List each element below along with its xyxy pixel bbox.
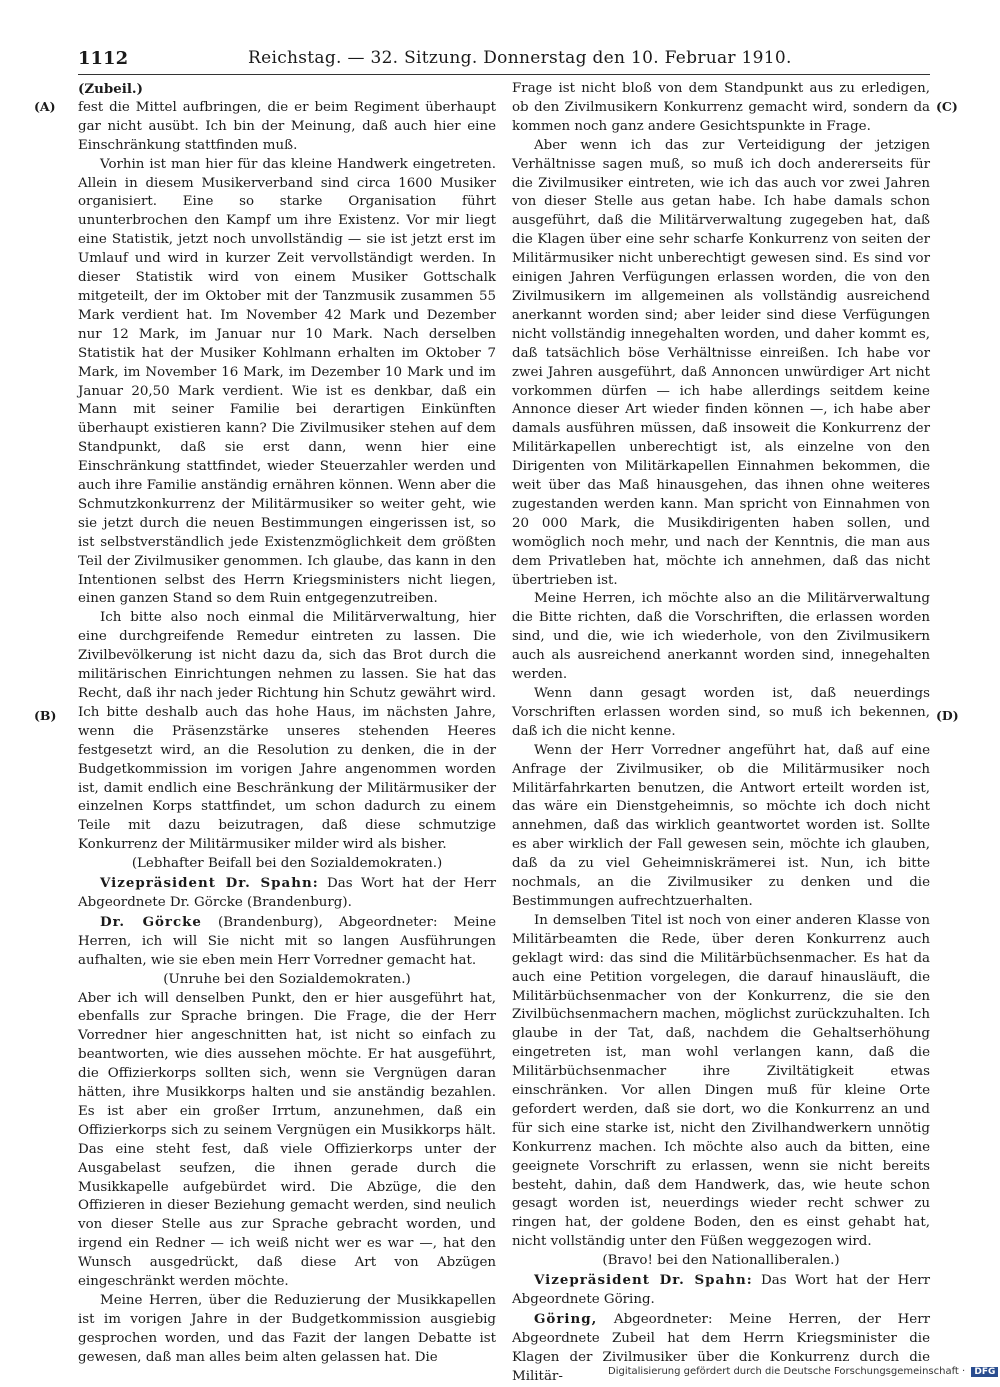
paragraph: Aber wenn ich das zur Verteidigung der jetzigen Verhältnisse sagen muß, so muß ich doch andererseits für die Zivilmusiker eintreten, wie ich das auch vor zwei Jahren von dieser Stelle aus getan habe. Ich habe damals schon ausgeführt, daß die Militärverwaltung zugegeben hat, daß die Klagen über eine sehr scharfe Konkurrenz von seiten der Militärmusiker nicht unberechtigt gewesen sind. Es sind vor einigen Jahren Verfügungen erlassen worden, die von den Zivilmusikern im allgemeinen als vollständig ausreichend anerkannt worden sind; aber leider sind diese Verfügungen nicht vollständig innegehalten worden, und daher kommt es, daß tatsächlich böse Verhältnisse einreißen. Ich habe vor zwei Jahren ausgeführt, daß Annoncen unwürdiger Art nicht vorkommen dürfen — ich habe allerdings seitdem keine Annonce dieser Art wieder finden können —, ich habe aber damals ausführen müssen, daß insoweit die Konkurrenz der Militärkapellen unberechtigt ist, als einzelne von den Dirigenten von Militärkapellen Einnahmen bekommen, die weit über das Maß hinausgehen, das ihnen ohne weiteres zugestanden werden kann. Man spricht von Einnahmen von 20 000 Mark, die Musikdirigenten haben sollen, und womöglich noch mehr, und nach der Kenntnis, die man aus dem Privatleben hat, möchte ich annehmen, daß das nicht übertrieben ist. xyxy=(512,137,930,588)
speaker-turn xyxy=(78,913,496,971)
speaker-text: Das Wort hat der Herr Abgeordnete Göring. xyxy=(512,1273,930,1307)
margin-marker-b: (B) xyxy=(34,708,57,723)
paragraph: Frage ist nicht bloß von dem Standpunkt aus zu erledigen, ob den Zivilmusikern Konkurrenz gemacht wird, sondern da kommen noch ganz andere Gesichtspunkte in Frage. xyxy=(512,81,930,134)
paragraph: fest die Mittel aufbringen, die er beim Regiment überhaupt gar nicht ausübt. Ich bin der Meinung, daß auch hier eine Einschränkung stattfinden muß. xyxy=(78,99,496,153)
page-header xyxy=(78,48,930,75)
credit-text: Digitalisierung gefördert durch die Deutsche Forschungsgemeinschaft · xyxy=(608,1366,966,1377)
speaker-text: (Brandenburg), Abgeordneter: Meine Herren, ich will Sie nicht mit so langen Ausführungen aufhalten, wie sie eben mein Herr Vorredner gemacht hat. xyxy=(78,914,496,968)
speaker-continuation-label: (Zubeil.) xyxy=(78,81,143,97)
paragraph: Meine Herren, über die Reduzierung der Musikkapellen ist im vorigen Jahre in der Budgetkommission ausgiebig gesprochen worden, und das Fazit der langen Debatte ist gewesen, daß man alles beim alten gelassen hat. Die xyxy=(78,1293,496,1365)
speaker-name: Vizepräsident Dr. Spahn: xyxy=(534,1272,753,1289)
paragraph: Wenn dann gesagt worden ist, daß neuerdings Vorschriften erlassen worden sind, so muß ich bekennen, daß ich die nicht kenne. xyxy=(512,686,930,739)
speaker-text: Abgeordneter: Meine Herren, der Herr Abgeordnete Zubeil hat dem Herrn Kriegsminister die Klagen der Zivilmusiker über die Konkurrenz durch die Militär- xyxy=(512,1311,930,1384)
stage-direction: (Unruhe bei den Sozialdemokraten.) xyxy=(163,971,411,987)
digitization-credit xyxy=(608,1366,998,1377)
speaker-name: Dr. Görcke xyxy=(100,913,202,930)
speaker-turn xyxy=(78,874,496,913)
margin-marker-c: (C) xyxy=(936,99,958,114)
running-title: Reichstag. — 32. Sitzung. Donnerstag den 10. Februar 1910. xyxy=(248,48,792,68)
right-column xyxy=(512,80,930,1387)
speaker-turn xyxy=(512,1271,930,1310)
dfg-logo: DFG xyxy=(971,1367,998,1377)
paragraph: In demselben Titel ist noch von einer anderen Klasse von Militärbeamten die Rede, über deren Konkurrenz auch geklagt wird: das sind die Militärbüchsenmacher. Es hat da auch eine Petition vorgelegen, die darauf hinausläuft, die Militärbüchsenmacher von der Konkurrenz, die sie den Zivilbüchsenmachern machen, möglichst zurückzuhalten. Ich glaube in der Tat, daß, nachdem die Gehaltserhöhung eingetreten ist, man wohl verlangen kann, daß die Militärbüchsenmacher ihre Ziviltätigkeit etwas einschränken. Vor allen Dingen muß für kleine Orte gefordert werden, daß sie dort, wo die Konkurrenz an und für sich eine starke ist, nicht den Zivilhandwerkern unnötig Konkurrenz machen. Ich möchte also auch da bitten, eine geeignete Vorschrift zu erlassen, wenn sie nicht bereits besteht, dahin, daß dem Handwerk, das, wie heute schon gesagt worden ist, neuerdings wieder recht schwer zu ringen hat, der goldene Boden, den es einst gehabt hat, nicht vollständig unter den Füßen weggezogen wird. xyxy=(512,912,930,1250)
speaker-name: Vizepräsident Dr. Spahn: xyxy=(100,875,319,892)
speaker-text: Das Wort hat der Herr Abgeordnete Dr. Görcke (Brandenburg). xyxy=(78,876,496,910)
margin-marker-d: (D) xyxy=(936,708,959,723)
left-column xyxy=(78,80,496,1368)
paragraph: Ich bitte also noch einmal die Militärverwaltung, hier eine durchgreifende Remedur eintreten zu lassen. Die Zivilbevölkerung ist nicht dazu da, sich das Brot durch die militärischen Einrichtungen nehmen zu lassen. Sie hat das Recht, daß ihr nach jeder Richtung hin Schutz gewährt wird. Ich bitte deshalb auch das hohe Haus, im nächsten Jahre, wenn die Präsenzstärke unseres stehenden Heeres festgesetzt wird, an die Resolution zu denken, die in der Budgetkommission im vorigen Jahre angenommen worden ist, damit endlich eine Beschränkung der Militärmusiker der einzelnen Korps stattfindet, um schon dadurch zu einem Teile mit dazu beizutragen, daß diese schmutzige Konkurrenz der Militärmusiker milder wird als bisher. xyxy=(78,610,496,853)
page-number: 1112 xyxy=(78,48,129,69)
speaker-name: Göring, xyxy=(534,1310,598,1327)
paragraph: Vorhin ist man hier für das kleine Handwerk eingetreten. Allein in diesem Musikerverband sind circa 1600 Musiker organisiert. Eine so starke Organisation führt ununterbrochen den Kampf um ihre Existenz. Vor mir liegt eine Statistik, jetzt noch unvollständig — sie ist jetzt erst im Umlauf und wird in kurzer Zeit vervollständigt werden. In dieser Statistik wird von einem Musiker Gottschalk mitgeteilt, der im Oktober mit der Tanzmusik zusammen 55 Mark verdient hat. Im November 42 Mark und Dezember nur 12 Mark, im Januar nur 10 Mark. Nach derselben Statistik hat der Musiker Kohlmann erhalten im Oktober 7 Mark, im November 16 Mark, im Dezember 10 Mark und im Januar 20,50 Mark verdient. Wie ist es denkbar, daß ein Mann mit seiner Familie bei derartigen Einkünften überhaupt existieren kann? Die Zivilmusiker stehen auf dem Standpunkt, daß sie erst dann, wenn hier eine Einschränkung stattfindet, wieder Steuerzahler werden und auch ihre Familie anständig ernähren können. Wenn aber die Schmutzkonkurrenz der Militärmusiker so weiter geht, wie sie jetzt durch die neuen Bestimmungen eingerissen ist, so ist selbstverständlich jede Existenzmöglichkeit dem größten Teil der Zivilmusiker genommen. Ich glaube, das kann in den Intentionen selbst des Herrn Kriegsministers nicht liegen, einen ganzen Stand so dem Ruin entgegenzutreiben. xyxy=(78,156,496,607)
margin-marker-a: (A) xyxy=(34,99,56,114)
paragraph: Aber ich will denselben Punkt, den er hier ausgeführt hat, ebenfalls zur Sprache bringen. Die Frage, die der Herr Vorredner hier angeschnitten hat, ist nicht so einfach zu beantworten, wie dies aussehen möchte. Er hat ausgeführt, die Offizierkorps sollten sich, wenn sie Vergnügen daran hätten, ihre Musikkorps halten und sie anständig bezahlen. Es ist aber ein großer Irrtum, anzunehmen, daß ein Offizierkorps sich zu seinem Vergnügen ein Musikkorps hält. Das eine steht fest, daß viele Offizierkorps unter der Ausgabelast seufzen, die ihnen gerade durch die Musikkapelle aufgebürdet wird. Die Abzüge, die den Offizieren in dieser Beziehung gemacht werden, sind neulich von dieser Stelle aus zur Sprache gebracht worden, und irgend ein Redner — ich weiß nicht wer es war —, hat den Wunsch ausgedrückt, daß diese Art von Abzügen eingeschränkt werden möchte. xyxy=(78,990,496,1290)
stage-direction: (Bravo! bei den Nationalliberalen.) xyxy=(602,1253,840,1269)
paragraph: Meine Herren, ich möchte also an die Militärverwaltung die Bitte richten, daß die Vorschriften, die erlassen worden sind, und die, wie ich wiederhole, von den Zivilmusikern auch als ausreichend anerkannt worden sind, innegehalten werden. xyxy=(512,591,930,683)
stage-direction: (Lebhafter Beifall bei den Sozialdemokraten.) xyxy=(131,856,443,872)
paragraph: Wenn der Herr Vorredner angeführt hat, daß auf eine Anfrage der Zivilmusiker, ob die Militärmusiker noch Militärfahrkarten benutzen, die Antwort erteilt worden ist, das wäre ein Dienstgeheimnis, so möchte ich doch nicht annehmen, daß das wirklich geantwortet worden ist. Sollte es aber wirklich der Fall gewesen sein, möchte ich glauben, daß da zu viel Geheimniskrämerei ist. Nun, ich bitte nochmals, an die Zivilmusiker zu denken und die Bestimmungen aufrechtzuerhalten. xyxy=(512,742,930,909)
